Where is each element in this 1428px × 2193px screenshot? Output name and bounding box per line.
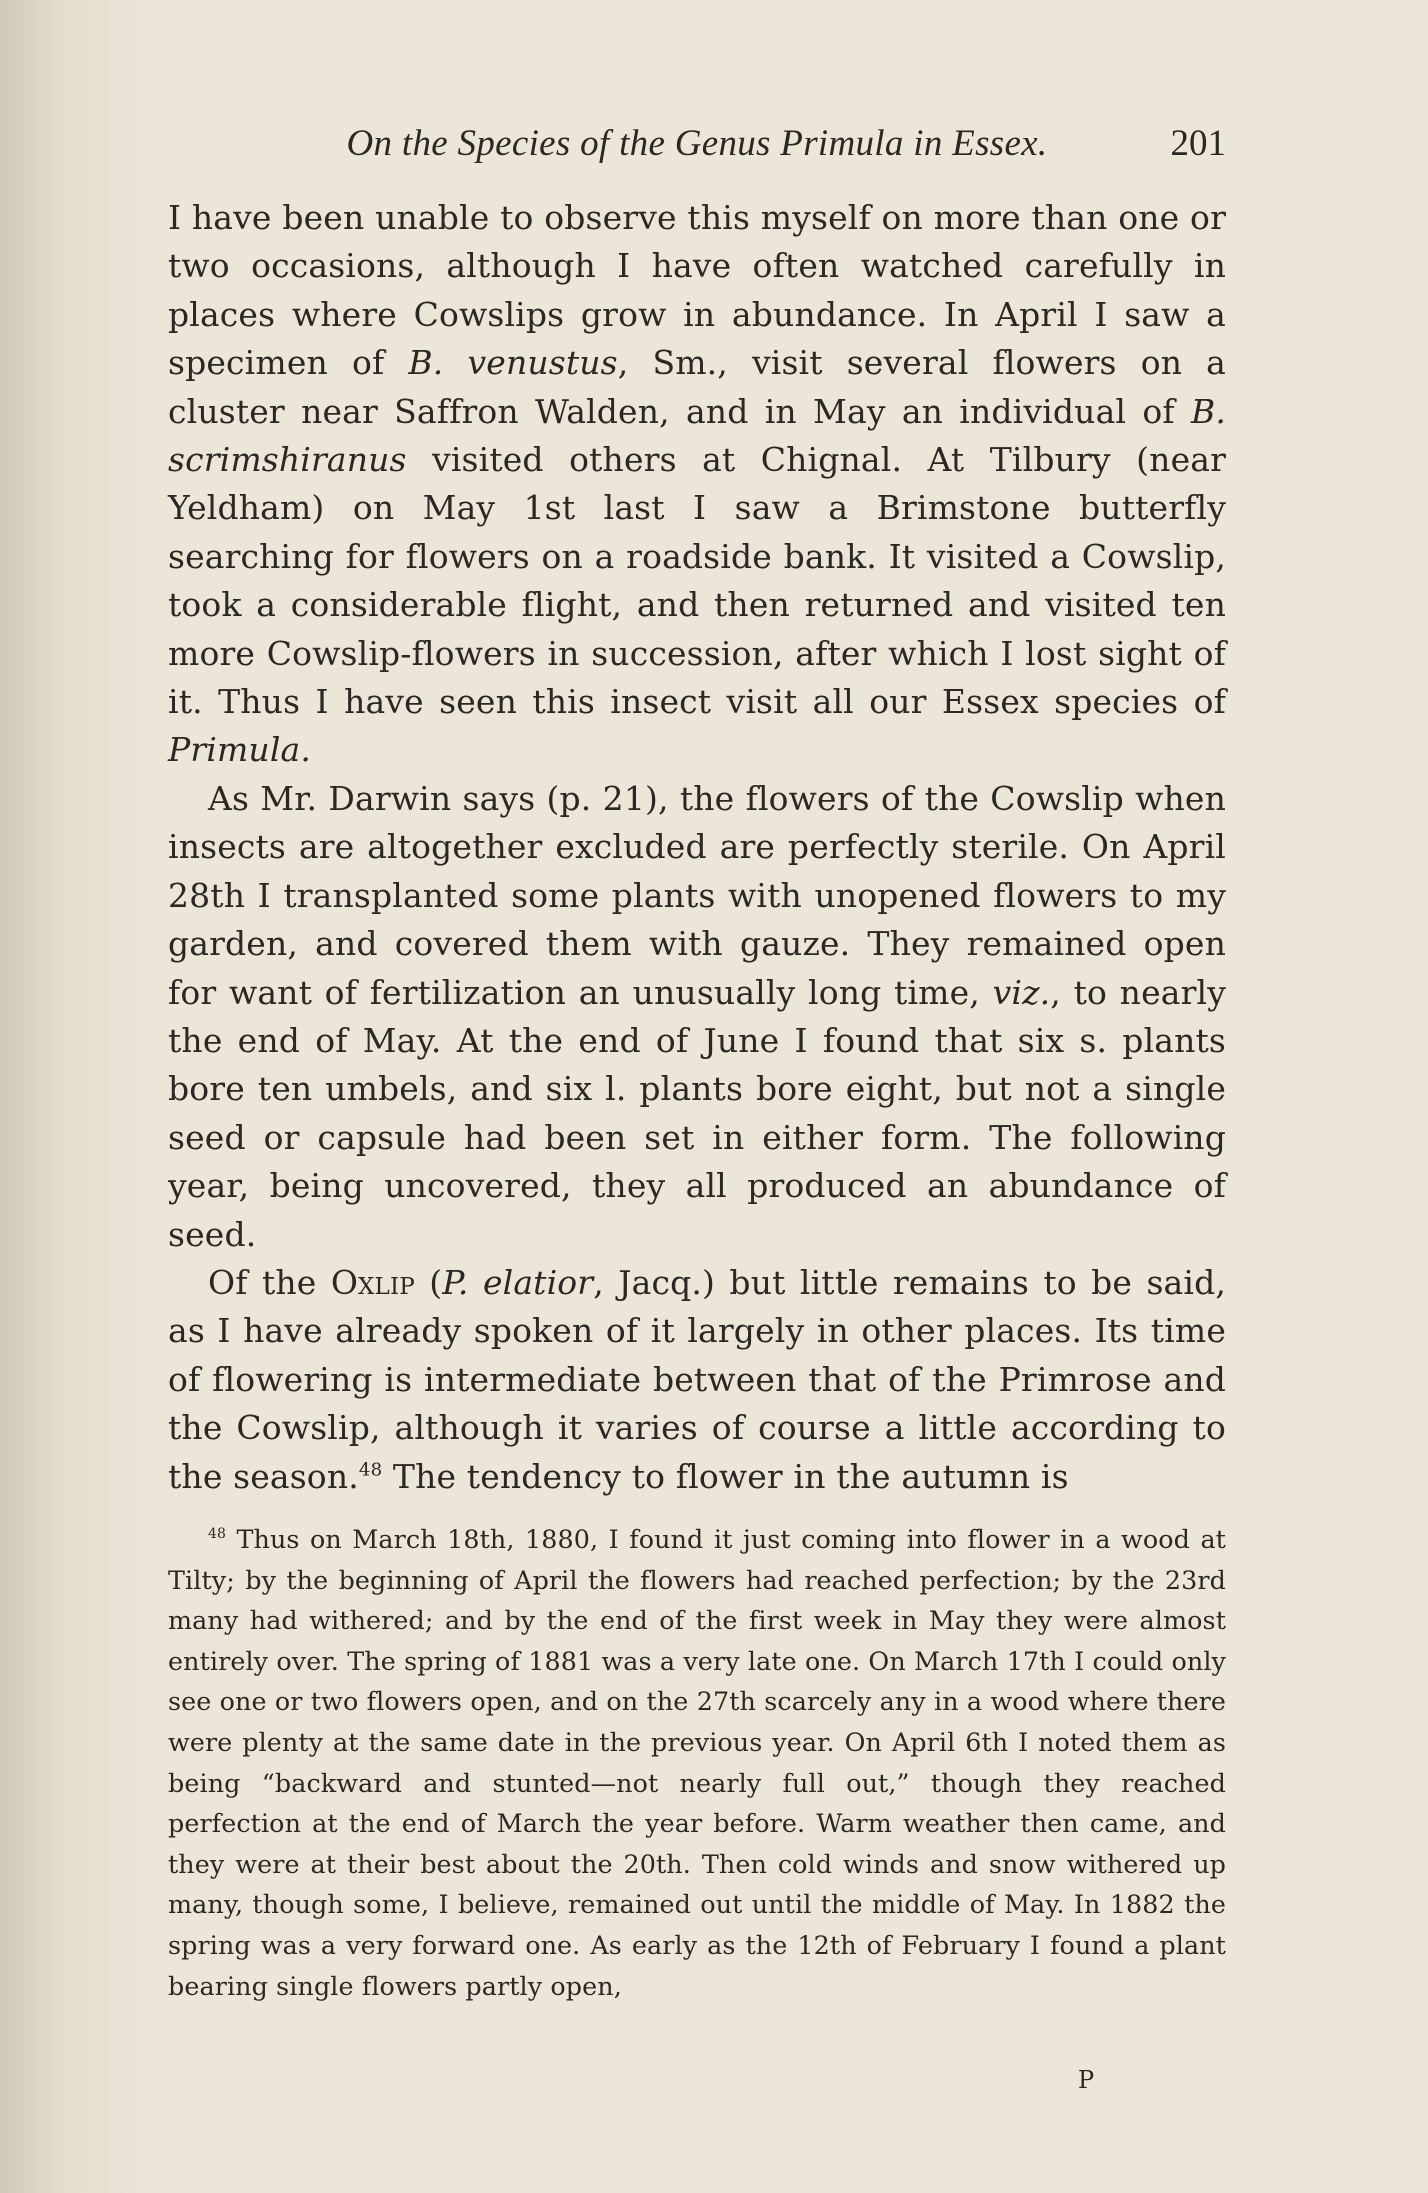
footnote — [168, 1519, 1226, 2006]
signature-mark: P — [1078, 2066, 1095, 2094]
page-number: 201 — [1170, 123, 1226, 164]
italic-text: viz. — [992, 972, 1051, 1012]
text-run: , Jacq.) but little remains to be said, as I have already spoken of it largely in other places. Its time of flowering is intermediate between that of the Primrose and the Cowslip, although it varies of course a little according to the season. — [168, 1262, 1227, 1496]
page-header — [168, 118, 1226, 170]
body-text — [168, 194, 1226, 1501]
text-run: I have been unable to observe this myself on more than one or two occasions, although I have often watched carefully in places where Cowslips grow in abundance. In April I saw a specimen of — [168, 198, 1226, 383]
text-run: , to nearly the end of May. At the end of June I found that six s. plants bore ten umbels, and six l. plants bore eight, but not a single seed or capsule had been set in either form. The following year, being uncovered, they all produced an abundance of seed. — [168, 972, 1226, 1254]
paragraph-3 — [168, 1259, 1226, 1501]
footnote-ref: 48 — [358, 1458, 383, 1480]
footnote-paragraph — [168, 1519, 1226, 2006]
footnote-text: Thus on March 18th, 1880, I found it just coming into flower in a wood at Tilty; by the beginning of April the flowers had reached perfection; by the 23rd many had withered; and by the end of the first week in May they were almost entirely over. The spring of 1881 was a very late one. On March 17th I could only see one or two flowers open, and on the 27th scarcely any in a wood where there were plenty at the same date in the previous year. On April 6th I noted them as being “backward and stunted—not nearly full out,” though they reached perfection at the end of March the year before. Warm weather then came, and they were at their best about the 20th. Then cold winds and snow withered up many, though some, I believe, remained out until the middle of May. In 1882 the spring was a very forward one. As early as the 12th of February I found a plant bearing single flowers partly open, — [168, 1523, 1226, 2001]
text-run: , Sm., visit several flowers on a cluster near Saffron Walden, and in May an individual of — [168, 343, 1226, 431]
text-run: As Mr. Darwin says (p. 21), the flowers of the Cowslip when insects are altogether excluded are perfectly sterile. On April 28th I transplanted some plants with unopened flowers to my garden, and covered them with gauze. They remained open for want of fertilization an unusually long time, — [168, 778, 1226, 1012]
running-title: On the Species of the Genus Primula in Essex. — [346, 123, 1048, 164]
text-run: ( — [414, 1262, 443, 1302]
text-run: visited others at Chignal. At Tilbury (near Yeldham) on May 1st last I saw a Brimstone butterfly searching for flowers on a roadside bank. It visited a Cowslip, took a considerable flight, and then returned and visited ten more Cowslip-flowers in succession, after which I lost sight of it. Thus I have seen this insect visit all our Essex species of — [168, 440, 1226, 722]
footnote-marker: 48 — [208, 1526, 226, 1543]
paragraph-2 — [168, 775, 1226, 1259]
text-run: Of the — [208, 1262, 331, 1302]
italic-text: P. elatior — [442, 1262, 594, 1302]
paragraph-1 — [168, 194, 1226, 775]
italic-text: B. venustus — [408, 343, 618, 383]
book-page — [168, 118, 1226, 2006]
text-run: The tendency to flower in the autumn is — [382, 1456, 1069, 1496]
italic-text: Primula. — [168, 730, 311, 770]
small-caps-text: Oxlip — [330, 1262, 415, 1302]
italic-text: B. scrimshiranus — [168, 391, 1226, 480]
